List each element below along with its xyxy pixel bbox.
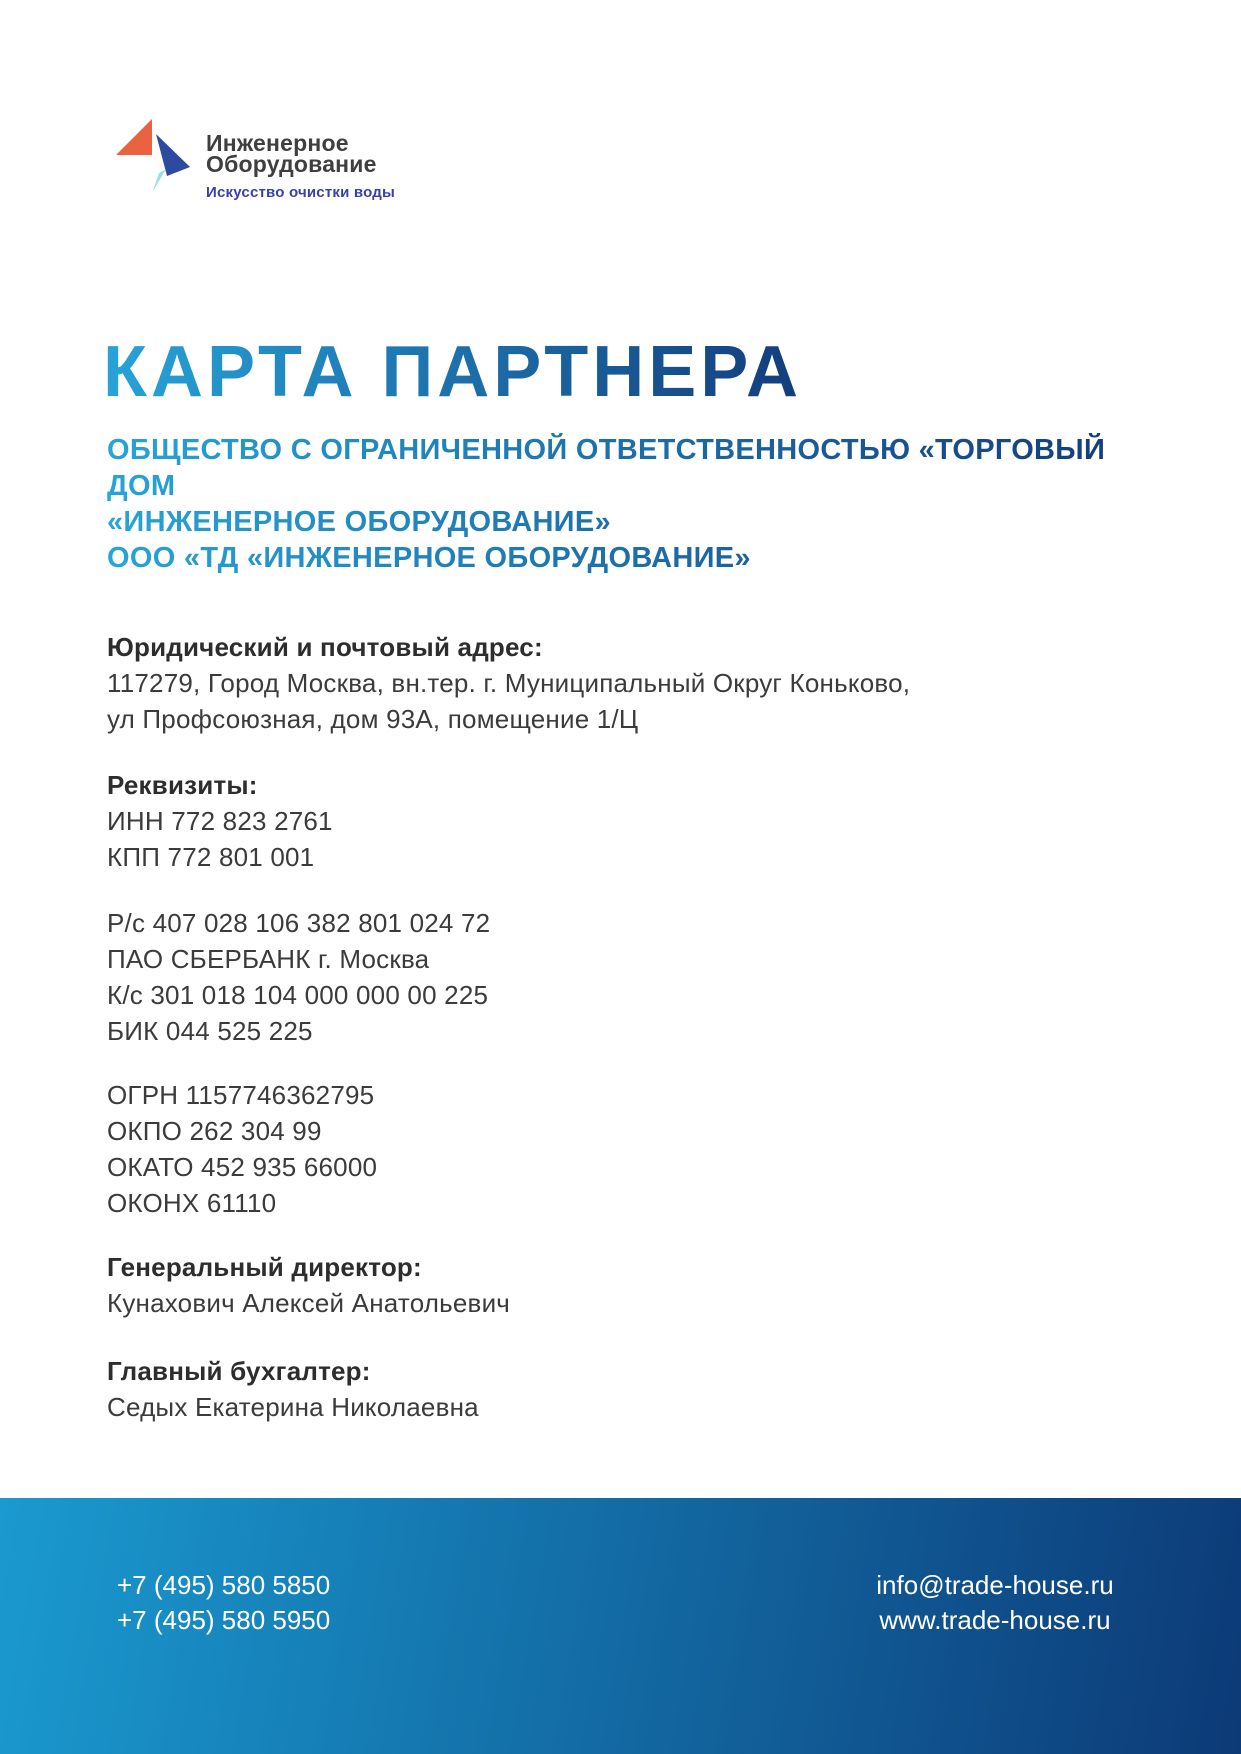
registration-codes-section <box>107 1077 1107 1221</box>
logo-name-line2: Оборудование <box>206 151 377 177</box>
footer-phones <box>117 1568 330 1638</box>
footer <box>0 1498 1241 1754</box>
logo-name-line1: Инженерное <box>206 130 349 156</box>
director-section <box>107 1249 1107 1321</box>
address-heading: Юридический и почтовый адрес: <box>107 632 543 662</box>
settlement-account-line: Р/с 407 028 106 382 801 024 72 <box>107 908 491 938</box>
phone-number: +7 (495) 580 5950 <box>117 1605 331 1635</box>
okato-line: ОКАТО 452 935 66000 <box>107 1152 378 1182</box>
company-short-name <box>107 540 1117 576</box>
requisites-section <box>107 767 1107 875</box>
director-name: Кунахович Алексей Анатольевич <box>107 1288 511 1318</box>
okonh-line: ОКОНХ 61110 <box>107 1188 277 1218</box>
company-full-name <box>107 432 1117 540</box>
logo-tagline: Искусство очистки воды <box>206 184 396 201</box>
address-line: 117279, Город Москва, вн.тер. г. Муниципальный Округ Коньково, <box>107 668 911 698</box>
company-logo-icon <box>106 95 198 195</box>
correspondent-account-line: К/с 301 018 104 000 000 00 225 <box>107 980 489 1010</box>
email-link[interactable]: info@trade-house.ru <box>876 1570 1114 1600</box>
address-line: ул Профсоюзная, дом 93А, помещение 1/Ц <box>107 704 639 734</box>
address-section <box>107 629 1107 737</box>
logo-text <box>206 95 395 201</box>
company-logo <box>106 95 395 201</box>
website-link[interactable]: www.trade-house.ru <box>879 1605 1111 1635</box>
requisites-heading: Реквизиты: <box>107 770 258 800</box>
company-short-name-line: ООО «ТД «ИНЖЕНЕРНОЕ ОБОРУДОВАНИЕ» <box>107 542 751 574</box>
ogrn-line: ОГРН 1157746362795 <box>107 1080 375 1110</box>
bank-details-section <box>107 905 1107 1049</box>
footer-links <box>840 1568 1150 1638</box>
page-title: КАРТА ПАРТНЕРА <box>103 332 802 412</box>
accountant-section <box>107 1353 1107 1425</box>
phone-number: +7 (495) 580 5850 <box>117 1570 331 1600</box>
bik-line: БИК 044 525 225 <box>107 1016 313 1046</box>
bank-name-line: ПАО СБЕРБАНК г. Москва <box>107 944 430 974</box>
accountant-name: Седых Екатерина Николаевна <box>107 1392 479 1422</box>
accountant-heading: Главный бухгалтер: <box>107 1356 371 1386</box>
company-details <box>107 629 1107 1425</box>
director-heading: Генеральный директор: <box>107 1252 422 1282</box>
company-full-name-line1: ОБЩЕСТВО С ОГРАНИЧЕННОЙ ОТВЕТСТВЕННОСТЬЮ «ТОРГОВЫЙ ДОМ <box>107 434 1106 502</box>
kpp-line: КПП 772 801 001 <box>107 842 315 872</box>
inn-line: ИНН 772 823 2761 <box>107 806 333 836</box>
company-full-name-line2: «ИНЖЕНЕРНОЕ ОБОРУДОВАНИЕ» <box>107 506 611 538</box>
okpo-line: ОКПО 262 304 99 <box>107 1116 322 1146</box>
